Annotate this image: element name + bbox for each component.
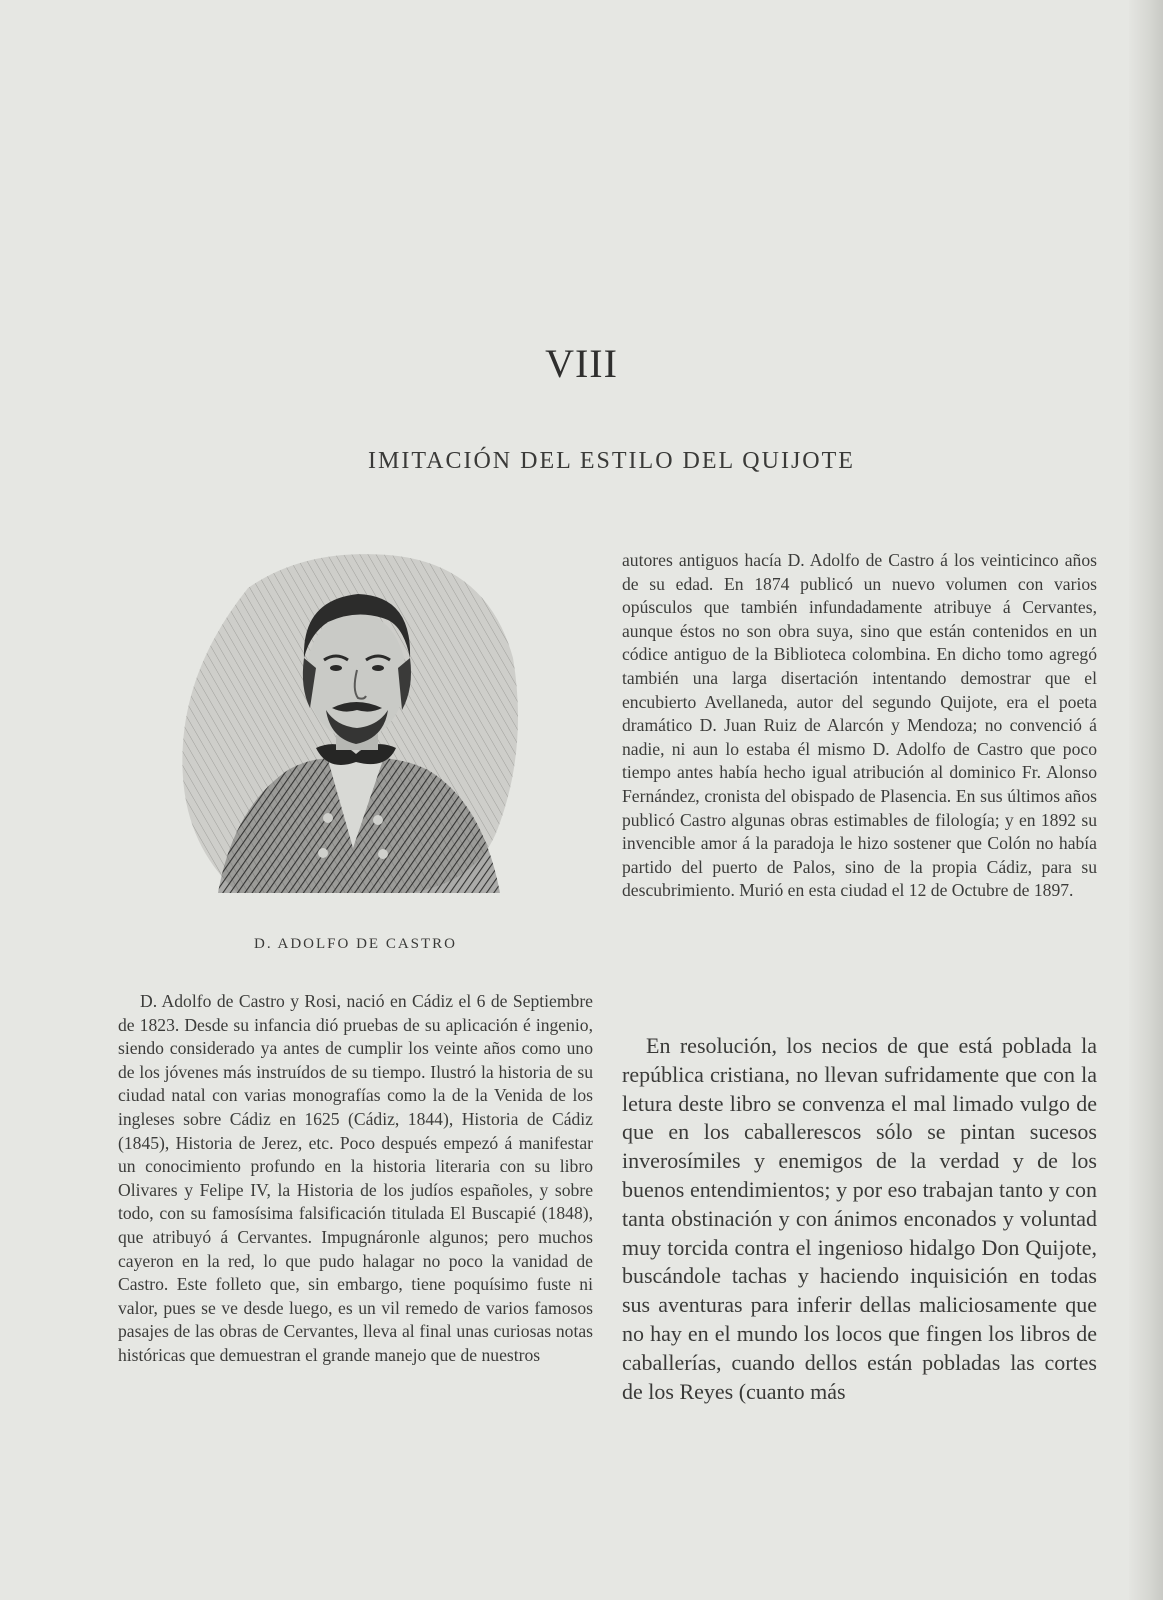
quixote-quote	[622, 1032, 1097, 1406]
quote-paragraph: En resolución, los necios de que está poblada la república cristiana, no llevan sufridamente que con la letura deste libro se convenza el mal limado vulgo de que en los caballerescos sólo se pintan sucesos inverosímiles y enemigos de la verdad y de los buenos entendimientos; y por eso trabajan tanto y con tanta obstinación y con ánimos enconados y voluntad muy torcida contra el ingenioso hidalgo Don Quijote, buscándole tachas y haciendo inquisición en todas sus aventuras para inferir dellas maliciosamente que no hay en el mundo los locos que fingen los libros de caballerías, cuando dellos están pobladas las cortes de los Reyes (cuanto más	[622, 1033, 1097, 1404]
portrait-caption: D. ADOLFO DE CASTRO	[253, 936, 457, 952]
right-column-continuation	[622, 549, 1097, 903]
chapter-title: IMITACIÓN DEL ESTILO DEL QUIJOTE	[368, 448, 855, 474]
biography-continuation: autores antiguos hacía D. Adolfo de Castro á los veinticinco años de su edad. En 1874 publicó un nuevo volumen con varios opúsculos que también infundadamente atribuye á Cervantes, aunque éstos no son obra suya, sino que están contenidos en un códice antiguo de la Biblioteca colombina. En dicho tomo agregó también una larga disertación intentando demostrar que el encubierto Avellaneda, autor del segundo Quijote, era el poeta dramático D. Juan Ruiz de Alarcón y Mendoza; no convenció á nadie, ni aun lo estaba él mismo D. Adolfo de Castro que poco tiempo antes había hecho igual atribución al dominico Fr. Alonso Fernández, cronista del obispado de Plasencia. En sus últimos años publicó Castro algunas obras estimables de filología; y en 1892 su invencible amor á la paradoja le hizo sostener que Colón no había partido del puerto de Palos, sino de la propia Cádiz, para su descubrimiento. Murió en esta ciudad el 12 de Octubre de 1897.	[622, 550, 1097, 901]
portrait-image	[178, 548, 530, 900]
portrait-engraving	[178, 548, 530, 900]
chapter-number: VIII	[545, 341, 618, 386]
page-edge-shadow	[1129, 0, 1163, 1600]
left-column	[118, 990, 593, 1368]
biography-paragraph: D. Adolfo de Castro y Rosi, nació en Cádiz el 6 de Septiembre de 1823. Desde su infancia dió pruebas de su aplicación é ingenio, siendo considerado ya antes de cumplir los veinte años como uno de los jóvenes más instruídos de su tiempo. Ilustró la historia de su ciudad natal con varias monografías como la de la Venida de los ingleses sobre Cádiz en 1625 (Cádiz, 1844), Historia de Cádiz (1845), Historia de Jerez, etc. Poco después empezó á manifestar un conocimiento profundo en la historia literaria con su libro Olivares y Felipe IV, la Historia de los judíos españoles, y sobre todo, con su famosísima falsificación titulada El Buscapié (1848), que atribuyó á Cervantes. Impugnáronle algunos; pero muchos cayeron en la red, lo que pudo halagar no poco la vanidad de Castro. Este folleto que, sin embargo, tiene poquísimo fuste ni valor, pues se ve desde luego, es un vil remedo de varios famosos pasajes de las obras de Cervantes, lleva al final unas curiosas notas históricas que demuestran el grande manejo que de nuestros	[118, 991, 593, 1365]
